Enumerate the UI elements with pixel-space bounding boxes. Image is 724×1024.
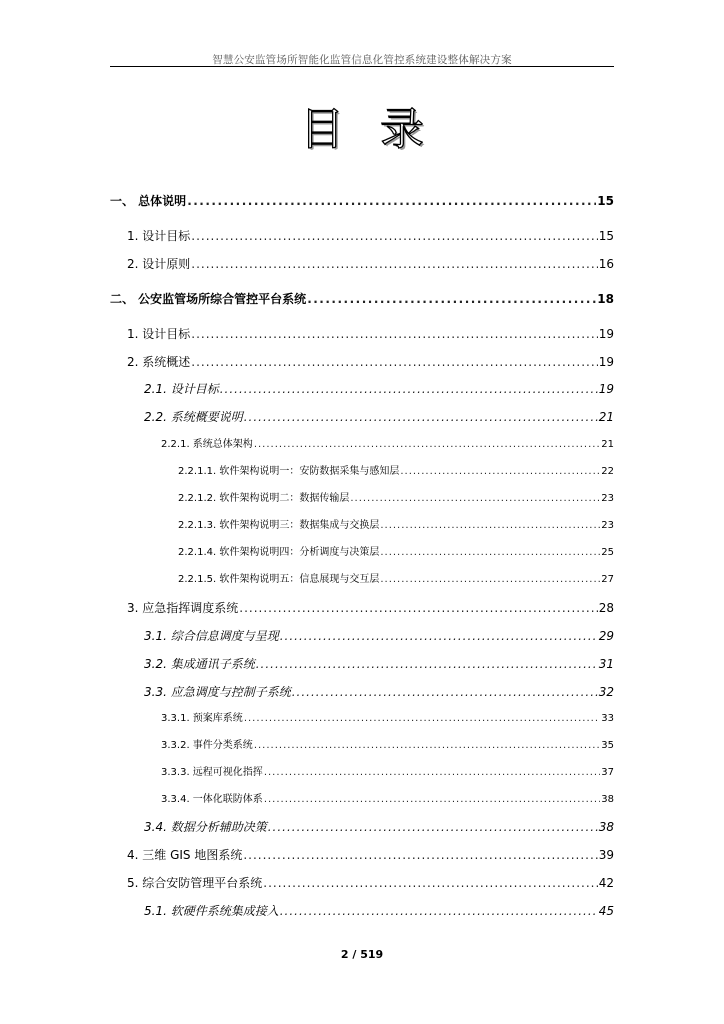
toc-dot-leader: [220, 379, 598, 399]
toc-entry-page-number: 33: [601, 713, 614, 724]
toc-entry-page-number: 45: [598, 904, 614, 918]
toc-entry-page-number: 22: [601, 466, 614, 477]
toc-entry[interactable]: [110, 289, 614, 309]
toc-entry-title: 2. 设计原则: [127, 257, 191, 271]
page-title: 目录: [300, 104, 460, 155]
toc-entry[interactable]: [178, 489, 614, 509]
toc-entry[interactable]: [178, 570, 614, 590]
toc-dot-leader: [307, 289, 596, 309]
toc-entry-title: 2. 系统概述: [127, 355, 191, 369]
toc-entry-page-number: 28: [598, 601, 614, 615]
toc-entry[interactable]: [127, 226, 614, 246]
toc-entry-title: 3.3. 应急调度与控制子系统: [144, 685, 291, 699]
toc-entry-page-number: 19: [598, 327, 614, 341]
toc-dot-leader: [244, 709, 600, 729]
toc-entry-page-number: 31: [598, 657, 614, 671]
toc-entry[interactable]: [144, 654, 614, 674]
current-page-number: 2: [340, 948, 349, 961]
toc-entry[interactable]: [178, 516, 614, 536]
toc-dot-leader: [380, 543, 600, 563]
toc-dot-leader: [191, 226, 597, 246]
toc-entry[interactable]: [144, 682, 614, 702]
toc-entry-title: 3.2. 集成通讯子系统: [144, 657, 255, 671]
toc-entry-title: 2.2.1.1. 软件架构说明一：安防数据采集与感知层: [178, 466, 400, 477]
toc-dot-leader: [380, 570, 600, 590]
toc-entry-page-number: 32: [598, 685, 614, 699]
toc-dot-leader: [264, 763, 600, 783]
toc-entry-title: 2.1. 设计目标: [144, 382, 219, 396]
toc-entry-title: 2.2. 系统概要说明: [144, 410, 243, 424]
toc-dot-leader: [380, 516, 600, 536]
toc-entry[interactable]: [144, 379, 614, 399]
toc-dot-leader: [400, 462, 600, 482]
page-number-footer: [110, 948, 614, 961]
toc-entry[interactable]: [127, 324, 614, 344]
toc-dot-leader: [187, 191, 596, 211]
toc-entry[interactable]: [144, 901, 614, 921]
toc-entry-title: 3.1. 综合信息调度与呈现: [144, 629, 279, 643]
toc-entry-page-number: 21: [598, 410, 614, 424]
toc-entry[interactable]: [144, 817, 614, 837]
toc-entry-page-number: 23: [601, 493, 614, 504]
toc-dot-leader: [292, 682, 598, 702]
toc-dot-leader: [256, 654, 598, 674]
toc-entry-page-number: 23: [601, 520, 614, 531]
toc-entry-page-number: 29: [598, 629, 614, 643]
toc-entry-page-number: 42: [598, 876, 614, 890]
toc-dot-leader: [191, 324, 597, 344]
toc-entry-page-number: 21: [601, 439, 614, 450]
toc-dot-leader: [254, 736, 600, 756]
toc-entry-title: 2.2.1.4. 软件架构说明四：分析调度与决策层: [178, 547, 380, 558]
toc-entry-page-number: 38: [601, 794, 614, 805]
toc-entry[interactable]: [144, 407, 614, 427]
toc-entry-title: 3.3.4. 一体化联防体系: [161, 794, 263, 805]
toc-entry[interactable]: [161, 709, 614, 729]
toc-dot-leader: [239, 598, 597, 618]
toc-entry[interactable]: [127, 845, 614, 865]
toc-entry-title: 5.1. 软硬件系统集成接入: [144, 904, 279, 918]
toc-entry-title: 3.3.1. 预案库系统: [161, 713, 243, 724]
toc-dot-leader: [263, 873, 597, 893]
toc-dot-leader: [191, 254, 597, 274]
toc-dot-leader: [268, 817, 598, 837]
toc-entry[interactable]: [127, 254, 614, 274]
toc-entry-title: 3.3.2. 事件分类系统: [161, 740, 253, 751]
toc-entry[interactable]: [161, 763, 614, 783]
toc-dot-leader: [244, 407, 598, 427]
toc-entry-page-number: 18: [597, 292, 614, 306]
toc-entry-title: 2.2.1.3. 软件架构说明三：数据集成与交换层: [178, 520, 380, 531]
running-header: 智慧公安监管场所智能化监管信息化管控系统建设整体解决方案: [212, 54, 512, 66]
toc-entry[interactable]: [127, 873, 614, 893]
toc-dot-leader: [350, 489, 600, 509]
toc-entry-title: 1. 设计目标: [127, 327, 191, 341]
toc-entry-title: 4. 三维 GIS 地图系统: [127, 848, 243, 862]
toc-entry-page-number: 27: [601, 574, 614, 585]
toc-entry-title: 二、 公安监管场所综合管控平台系统: [110, 292, 307, 306]
toc-entry-title: 3.4. 数据分析辅助决策: [144, 820, 267, 834]
toc-entry-title: 一、 总体说明: [110, 194, 187, 208]
toc-entry-page-number: 35: [601, 740, 614, 751]
toc-entry[interactable]: [127, 352, 614, 372]
toc-dot-leader: [280, 901, 598, 921]
toc-dot-leader: [243, 845, 597, 865]
toc-dot-leader: [191, 352, 597, 372]
toc-entry-page-number: 38: [598, 820, 614, 834]
toc-entry-page-number: 25: [601, 547, 614, 558]
toc-entry-title: 2.2.1.5. 软件架构说明五：信息展现与交互层: [178, 574, 380, 585]
toc-entry[interactable]: [161, 736, 614, 756]
toc-dot-leader: [264, 790, 600, 810]
toc-entry[interactable]: [110, 191, 614, 211]
toc-entry-title: 5. 综合安防管理平台系统: [127, 876, 263, 890]
toc-entry-page-number: 19: [598, 382, 614, 396]
toc-entry-title: 3. 应急指挥调度系统: [127, 601, 239, 615]
toc-dot-leader: [280, 626, 598, 646]
toc-entry-page-number: 19: [598, 355, 614, 369]
toc-entry-title: 2.2.1.2. 软件架构说明二：数据传输层: [178, 493, 350, 504]
toc-entry[interactable]: [161, 790, 614, 810]
toc-entry-title: 3.3.3. 远程可视化指挥: [161, 767, 263, 778]
toc-entry-page-number: 15: [598, 229, 614, 243]
toc-entry-title: 1. 设计目标: [127, 229, 191, 243]
toc-entry[interactable]: [127, 598, 614, 618]
toc-entry-page-number: 37: [601, 767, 614, 778]
toc-entry-page-number: 16: [598, 257, 614, 271]
toc-entry-title: 2.2.1. 系统总体架构: [161, 439, 253, 450]
toc-dot-leader: [254, 435, 600, 455]
toc-entry-page-number: 39: [598, 848, 614, 862]
toc-entry[interactable]: [178, 543, 614, 563]
page-separator: /: [352, 948, 357, 961]
toc-entry-page-number: 15: [597, 194, 614, 208]
toc-entry[interactable]: [178, 462, 614, 482]
total-pages: 519: [360, 948, 384, 961]
toc-entry[interactable]: [161, 435, 614, 455]
toc-entry[interactable]: [144, 626, 614, 646]
